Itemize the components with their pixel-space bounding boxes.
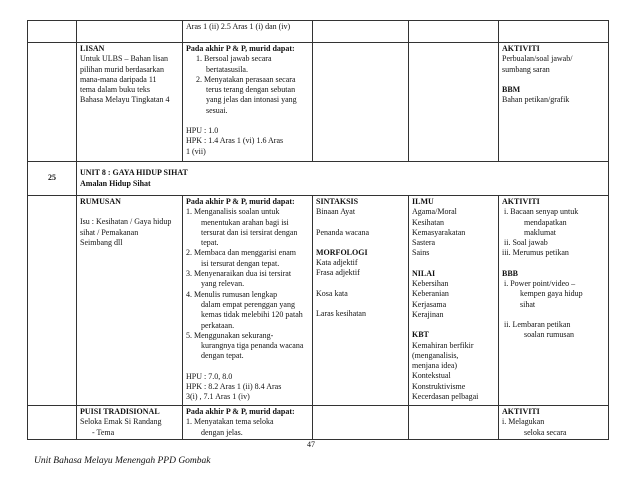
objective-line: 1. Menganalisis soalan untuk: [186, 207, 280, 217]
lisan-activity-cell: [499, 43, 609, 162]
nilai-heading: NILAI: [412, 268, 436, 278]
objective-line: kurangnya tiga penanda wacana: [201, 341, 304, 351]
activity-line: i. Melagukan: [502, 417, 545, 427]
kbt-item: Kontekstual: [412, 371, 451, 381]
nilai-item: Kebersihan: [412, 279, 449, 289]
kbt-item: menjana idea): [412, 361, 458, 371]
activity-line: maklumat: [524, 227, 556, 237]
activity-line: mendapatkan: [524, 217, 567, 227]
ilmu-heading: ILMU: [412, 197, 434, 206]
sintaksis-item: Penanda wacana: [316, 227, 370, 237]
activity-heading: AKTIVITI: [502, 197, 540, 206]
objective-line: perkataan.: [201, 320, 235, 330]
objective-line: 3. Menyenaraikan dua isi tersirat: [186, 269, 292, 279]
activity-line: iii. Merumus petikan: [502, 248, 569, 258]
activity-line: i. Bacaan senyap untuk: [504, 207, 579, 217]
activity-line: Perbualan/soal jawab/: [502, 54, 573, 64]
activity-line: seloka secara: [524, 427, 567, 437]
objective-line: 1. Menyatakan tema seloka: [186, 417, 274, 427]
week-number: 25: [28, 162, 77, 196]
unit-footer: Unit Bahasa Melayu Menengah PPD Gombak: [34, 456, 211, 466]
ilmu-item: Sains: [412, 248, 430, 258]
hpu-line: HPU : 1.0: [186, 126, 219, 136]
table-row-rumusan: [28, 196, 609, 406]
isu-line: sihat / Pemakanan: [80, 227, 139, 237]
puisi-activity-cell: [499, 406, 609, 440]
nilai-item: Kerajinan: [412, 309, 444, 319]
morfologi-item: Kata adjektif: [316, 258, 358, 268]
puisi-line: Seloka Emak Si Randang: [80, 417, 162, 427]
kbt-item: Kemahiran berfikir: [412, 340, 474, 350]
rumusan-activity-cell: [499, 196, 609, 406]
hpk-line: HPK : 8.2 Aras 1 (ii) 8.4 Aras: [186, 382, 282, 392]
objective-line: sesuai.: [206, 105, 228, 115]
sintaksis-item: Binaan Ayat: [316, 207, 356, 217]
rumusan-objectives-cell: [183, 196, 313, 406]
puisi-cell: [77, 406, 183, 440]
kbt-item: (menganalisis,: [412, 350, 459, 360]
ilmu-cell: [409, 196, 499, 406]
hpk-line: HPK : 1.4 Aras 1 (vi) 1.6 Aras: [186, 136, 284, 146]
unit-title: UNIT 8 : GAYA HIDUP SIHAT: [80, 168, 188, 178]
bbb-line: i. Power point/video –: [504, 279, 576, 289]
puisi-heading: PUISI TRADISIONAL: [80, 407, 160, 416]
objective-line: isi tersurat dengan tepat.: [201, 258, 280, 268]
objective-heading: Pada akhir P & P, murid dapat:: [186, 197, 295, 206]
puisi-objectives-cell: [183, 406, 313, 440]
objective-line: kemas tidak melebihi 120 patah: [201, 310, 303, 320]
lisan-objectives-cell: [183, 43, 313, 162]
lisan-line: tema dalam buku teks: [80, 85, 150, 95]
nilai-item: Keberanian: [412, 289, 449, 299]
table-row-lisan: [28, 43, 609, 162]
objective-line: menentukan arahan bagi isi: [201, 217, 289, 227]
laras: Laras kesihatan: [316, 309, 366, 319]
lisan-line: Bahasa Melayu Tingkatan 4: [80, 95, 170, 105]
table-row-week: [28, 162, 609, 196]
page-number: 47: [307, 440, 315, 449]
objective-line: tepat.: [201, 238, 219, 248]
bbm-heading: BBM: [502, 84, 521, 94]
hpk-line: 3(i) , 7.1 Aras 1 (iv): [186, 392, 250, 402]
sintaksis-heading: SINTAKSIS: [316, 197, 359, 206]
lesson-plan-table: [27, 20, 609, 440]
objective-line: 4. Menulis rumusan lengkap: [186, 289, 278, 299]
activity-line: sumbang saran: [502, 64, 550, 74]
puisi-line: - Tema: [92, 427, 115, 437]
lisan-heading: LISAN: [80, 44, 105, 53]
objective-line: dengan jelas.: [201, 427, 243, 437]
lisan-line: Untuk ULBS – Bahan lisan: [80, 54, 168, 64]
bbb-line: soalan rumusan: [524, 330, 574, 340]
ilmu-item: Kesihatan: [412, 217, 444, 227]
rumusan-heading: RUMUSAN: [80, 197, 121, 206]
kbt-item: Kecerdasan pelbagai: [412, 392, 479, 402]
objective-line: yang jelas dan intonasi yang: [206, 95, 297, 105]
isu-line: Isu : Kesihatan / Gaya hidup: [80, 217, 172, 227]
table-row-continuation: [28, 21, 609, 43]
hpk-line: 1 (vii): [186, 146, 206, 156]
objective-line: dengan tepat.: [201, 351, 244, 361]
nilai-item: Kerjasama: [412, 299, 447, 309]
table-row-puisi: [28, 406, 609, 440]
kbt-item: Konstruktivisme: [412, 381, 466, 391]
lisan-line: mana-mana daripada 11: [80, 74, 157, 84]
reference-cell: [183, 21, 313, 43]
activity-line: ii. Soal jawab: [504, 238, 548, 248]
objective-line: 2. Menyatakan perasaan secara: [196, 74, 296, 84]
ilmu-item: Agama/Moral: [412, 207, 457, 217]
objective-line: bertatasusila.: [206, 64, 248, 74]
hpu-line: HPU : 7.0, 8.0: [186, 371, 233, 381]
objective-line: yang relevan.: [201, 279, 245, 289]
objective-line: terus terang dengan sebutan: [206, 85, 296, 95]
kosa-kata: Kosa kata: [316, 288, 348, 298]
bbb-line: ii. Lembaran petikan: [504, 319, 571, 329]
bbb-heading: BBB: [502, 268, 519, 278]
unit-subtitle: Amalan Hidup Sihat: [80, 178, 151, 188]
morfologi-heading: MORFOLOGI: [316, 247, 368, 257]
lisan-cell: [77, 43, 183, 162]
bbm-line: Bahan petikan/grafik: [502, 95, 570, 105]
lisan-line: pilihan murid berdasarkan: [80, 64, 164, 74]
objective-line: 2. Membaca dan menggarisi enam: [186, 248, 296, 258]
morfologi-item: Frasa adjektif: [316, 268, 360, 278]
ilmu-item: Kemasyarakatan: [412, 227, 466, 237]
sintaksis-cell: [313, 196, 409, 406]
ilmu-item: Sastera: [412, 238, 436, 248]
objective-line: 1. Bersoal jawab secara: [196, 54, 272, 64]
bbb-line: sihat: [520, 299, 536, 309]
objective-line: tersurat dan isi tersirat dengan: [201, 227, 298, 237]
objective-heading: Pada akhir P & P, murid dapat:: [186, 407, 295, 416]
objective-line: dalam empat perenggan yang: [201, 299, 295, 309]
kbt-heading: KBT: [412, 330, 429, 340]
unit-title-cell: [77, 162, 609, 196]
objective-heading: Pada akhir P & P, murid dapat:: [186, 44, 295, 53]
objective-line: 5. Menggunakan sekurang-: [186, 330, 274, 340]
isu-line: Seimbang dll: [80, 237, 123, 247]
bbb-line: kempen gaya hidup: [520, 289, 583, 299]
rumusan-cell: [77, 196, 183, 406]
reference-text: Aras 1 (ii) 2.5 Aras 1 (i) dan (iv): [186, 22, 291, 31]
activity-heading: AKTIVITI: [502, 407, 540, 416]
activity-heading: AKTIVITI: [502, 44, 540, 53]
